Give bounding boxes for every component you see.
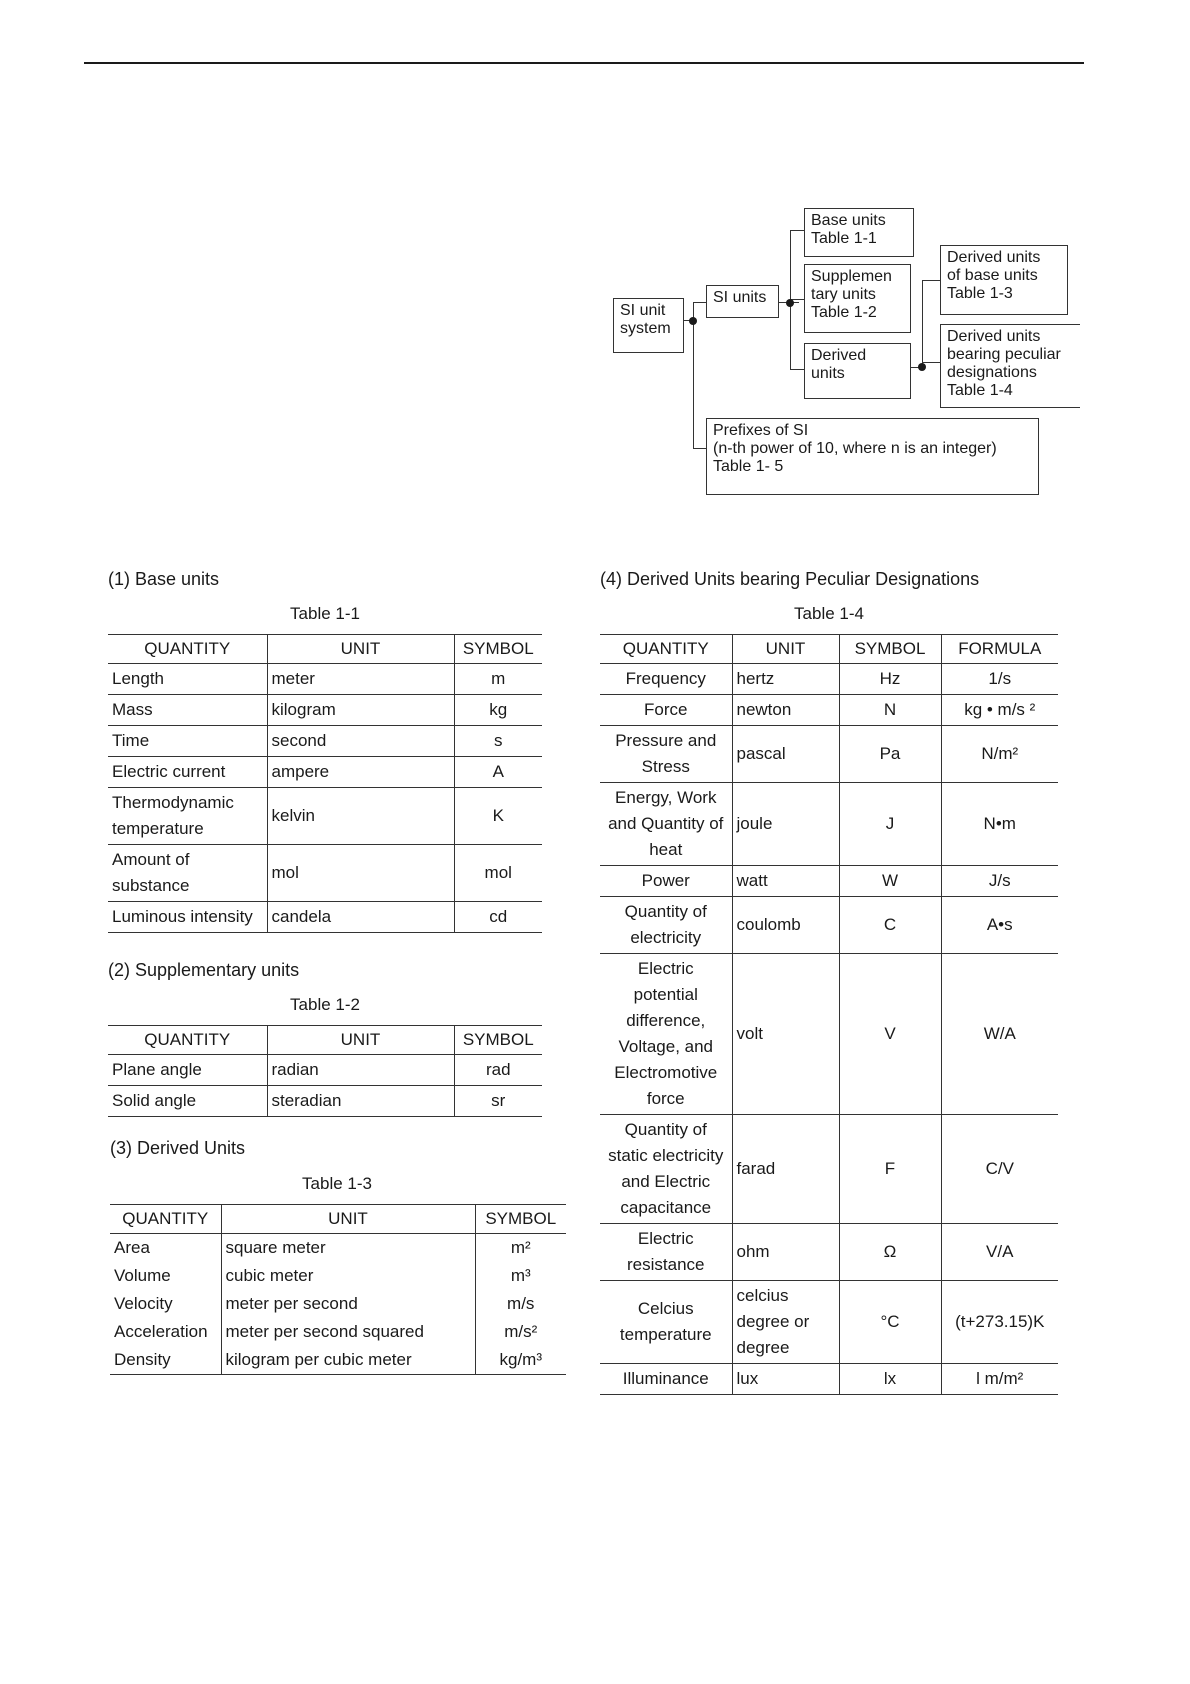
table-peculiar-designations bbox=[600, 634, 1058, 1395]
cell: Force bbox=[600, 695, 732, 726]
cell: Thermodynamic temperature bbox=[108, 788, 267, 845]
cell: m/s bbox=[475, 1290, 566, 1318]
column-header: UNIT bbox=[732, 635, 839, 664]
cell: kg bbox=[454, 695, 542, 726]
cell: pascal bbox=[732, 726, 839, 783]
cell: 1/s bbox=[941, 664, 1058, 695]
table-row bbox=[600, 866, 1058, 897]
column-header: QUANTITY bbox=[108, 635, 267, 664]
cell: V bbox=[839, 954, 941, 1115]
table-row bbox=[108, 1086, 542, 1117]
cell: Electric resistance bbox=[600, 1224, 732, 1281]
cell: Mass bbox=[108, 695, 267, 726]
cell: Time bbox=[108, 726, 267, 757]
cell: Power bbox=[600, 866, 732, 897]
cell: candela bbox=[267, 902, 454, 933]
table-row bbox=[110, 1318, 566, 1346]
cell: steradian bbox=[267, 1086, 454, 1117]
cell: Pa bbox=[839, 726, 941, 783]
table-caption: Table 1-4 bbox=[794, 604, 864, 623]
cell: meter per second squared bbox=[221, 1318, 475, 1346]
cell: Amount of substance bbox=[108, 845, 267, 902]
table-row bbox=[108, 902, 542, 933]
cell: Ω bbox=[839, 1224, 941, 1281]
junction-dot bbox=[786, 299, 794, 307]
connector-line bbox=[922, 280, 923, 368]
cell: radian bbox=[267, 1055, 454, 1086]
column-header: UNIT bbox=[267, 635, 454, 664]
derived-units-box: Derived units bbox=[804, 343, 911, 399]
table-row bbox=[110, 1234, 566, 1263]
column-header: UNIT bbox=[267, 1026, 454, 1055]
table-caption: Table 1-2 bbox=[290, 995, 360, 1014]
connector-line bbox=[790, 369, 804, 370]
supplementary-units-box: Supplemen tary units Table 1-2 bbox=[804, 264, 911, 333]
column-header: QUANTITY bbox=[108, 1026, 267, 1055]
table-row bbox=[108, 695, 542, 726]
cell: Celcius temperature bbox=[600, 1281, 732, 1364]
table-row bbox=[108, 845, 542, 902]
section-heading-peculiar-designations: (4) Derived Units bearing Peculiar Designations bbox=[600, 569, 980, 589]
cell: m² bbox=[475, 1234, 566, 1263]
cell: Velocity bbox=[114, 1294, 173, 1313]
cell: volt bbox=[732, 954, 839, 1115]
cell: ampere bbox=[267, 757, 454, 788]
table-row bbox=[600, 897, 1058, 954]
cell: F bbox=[839, 1115, 941, 1224]
cell: kilogram bbox=[267, 695, 454, 726]
table-caption: Table 1-3 bbox=[302, 1174, 372, 1193]
cell: kilogram per cubic meter bbox=[221, 1346, 475, 1375]
cell: kg • m/s ² bbox=[941, 695, 1058, 726]
cell: Electric current bbox=[108, 757, 267, 788]
cell: m bbox=[454, 664, 542, 695]
cell: cd bbox=[454, 902, 542, 933]
column-header: SYMBOL bbox=[454, 635, 542, 664]
cell: N•m bbox=[941, 783, 1058, 866]
cell: A•s bbox=[941, 897, 1058, 954]
cell: Volume bbox=[114, 1266, 171, 1285]
table-row bbox=[600, 783, 1058, 866]
column-header: SYMBOL bbox=[839, 635, 941, 664]
cell: lx bbox=[839, 1364, 941, 1395]
cell: °C bbox=[839, 1281, 941, 1364]
column-header: SYMBOL bbox=[475, 1205, 566, 1234]
table-row bbox=[600, 954, 1058, 1115]
table-row bbox=[600, 1115, 1058, 1224]
cell: mol bbox=[267, 845, 454, 902]
table-row bbox=[600, 1364, 1058, 1395]
connector-line bbox=[693, 302, 707, 303]
junction-dot bbox=[918, 363, 926, 371]
cell: W bbox=[839, 866, 941, 897]
connector-line bbox=[790, 230, 804, 231]
table-row bbox=[110, 1346, 566, 1375]
column-header: SYMBOL bbox=[454, 1026, 542, 1055]
column-header: QUANTITY bbox=[110, 1205, 221, 1234]
cell: Density bbox=[110, 1346, 221, 1375]
prefixes-box: Prefixes of SI (n-th power of 10, where n is an integer) Table 1- 5 bbox=[706, 418, 1039, 495]
table-base-units bbox=[108, 634, 542, 933]
cell: farad bbox=[732, 1115, 839, 1224]
cell: J bbox=[839, 783, 941, 866]
cell: second bbox=[267, 726, 454, 757]
table-row bbox=[108, 664, 542, 695]
cell: Pressure and Stress bbox=[600, 726, 732, 783]
cell: celcius degree or degree bbox=[732, 1281, 839, 1364]
cell: m³ bbox=[475, 1262, 566, 1290]
cell: newton bbox=[732, 695, 839, 726]
table-supplementary-units bbox=[108, 1025, 542, 1117]
cell: joule bbox=[732, 783, 839, 866]
cell: K bbox=[454, 788, 542, 845]
table-row bbox=[110, 1262, 566, 1290]
section-heading-base-units: (1) Base units bbox=[108, 569, 220, 589]
cell: (t+273.15)K bbox=[941, 1281, 1058, 1364]
cell: Frequency bbox=[600, 664, 732, 695]
column-header: QUANTITY bbox=[600, 635, 732, 664]
connector-line bbox=[693, 448, 707, 449]
cell: meter per second bbox=[221, 1290, 475, 1318]
cell: W/A bbox=[941, 954, 1058, 1115]
table-row bbox=[108, 726, 542, 757]
table-derived-units bbox=[110, 1204, 566, 1375]
cell: meter bbox=[267, 664, 454, 695]
table-row bbox=[108, 757, 542, 788]
cell: mol bbox=[454, 845, 542, 902]
section-heading-derived-units: (3) Derived Units bbox=[110, 1138, 246, 1158]
cell: Energy, Work and Quantity of heat bbox=[600, 783, 732, 866]
cell: V/A bbox=[941, 1224, 1058, 1281]
cell: coulomb bbox=[732, 897, 839, 954]
section-heading-supplementary-units: (2) Supplementary units bbox=[108, 960, 300, 980]
cell: Area bbox=[114, 1238, 150, 1257]
top-rule bbox=[84, 62, 1084, 64]
cell: N/m² bbox=[941, 726, 1058, 783]
table-row bbox=[600, 695, 1058, 726]
cell: rad bbox=[454, 1055, 542, 1086]
cell: l m/m² bbox=[941, 1364, 1058, 1395]
cell: square meter bbox=[221, 1234, 475, 1263]
base-units-box: Base units Table 1-1 bbox=[804, 208, 914, 257]
cell: Acceleration bbox=[114, 1322, 208, 1341]
table-row bbox=[600, 1281, 1058, 1364]
derived-of-base-box: Derived units of base units Table 1-3 bbox=[940, 245, 1068, 315]
connector-line bbox=[922, 362, 940, 363]
cell: Luminous intensity bbox=[108, 902, 267, 933]
cell: ohm bbox=[732, 1224, 839, 1281]
cell: watt bbox=[732, 866, 839, 897]
column-header: UNIT bbox=[221, 1205, 475, 1234]
connector-line bbox=[922, 280, 940, 281]
cell: kelvin bbox=[267, 788, 454, 845]
cell: Solid angle bbox=[108, 1086, 267, 1117]
table-row bbox=[600, 1224, 1058, 1281]
cell: Illuminance bbox=[600, 1364, 732, 1395]
cell: hertz bbox=[732, 664, 839, 695]
cell: m/s² bbox=[475, 1318, 566, 1346]
cell: Hz bbox=[839, 664, 941, 695]
cell: Plane angle bbox=[108, 1055, 267, 1086]
table-row bbox=[600, 664, 1058, 695]
cell: C bbox=[839, 897, 941, 954]
cell: A bbox=[454, 757, 542, 788]
junction-dot bbox=[689, 317, 697, 325]
cell: Electric potential difference, Voltage, and Electromotive force bbox=[600, 954, 732, 1115]
cell: Length bbox=[108, 664, 267, 695]
table-row bbox=[600, 726, 1058, 783]
cell: sr bbox=[454, 1086, 542, 1117]
table-row bbox=[108, 1055, 542, 1086]
cell: N bbox=[839, 695, 941, 726]
si-units-box: SI units bbox=[706, 285, 779, 318]
cell: Quantity of static electricity and Electric capacitance bbox=[600, 1115, 732, 1224]
cell: kg/m³ bbox=[475, 1346, 566, 1375]
table-row bbox=[108, 788, 542, 845]
cell: J/s bbox=[941, 866, 1058, 897]
cell: Quantity of electricity bbox=[600, 897, 732, 954]
cell: lux bbox=[732, 1364, 839, 1395]
table-caption: Table 1-1 bbox=[290, 604, 360, 623]
cell: C/V bbox=[941, 1115, 1058, 1224]
table-row bbox=[110, 1290, 566, 1318]
si-unit-system-box: SI unit system bbox=[613, 298, 684, 353]
derived-peculiar-box: Derived units bearing peculiar designations Table 1-4 bbox=[940, 324, 1080, 408]
cell: cubic meter bbox=[221, 1262, 475, 1290]
column-header: FORMULA bbox=[941, 635, 1058, 664]
cell: s bbox=[454, 726, 542, 757]
